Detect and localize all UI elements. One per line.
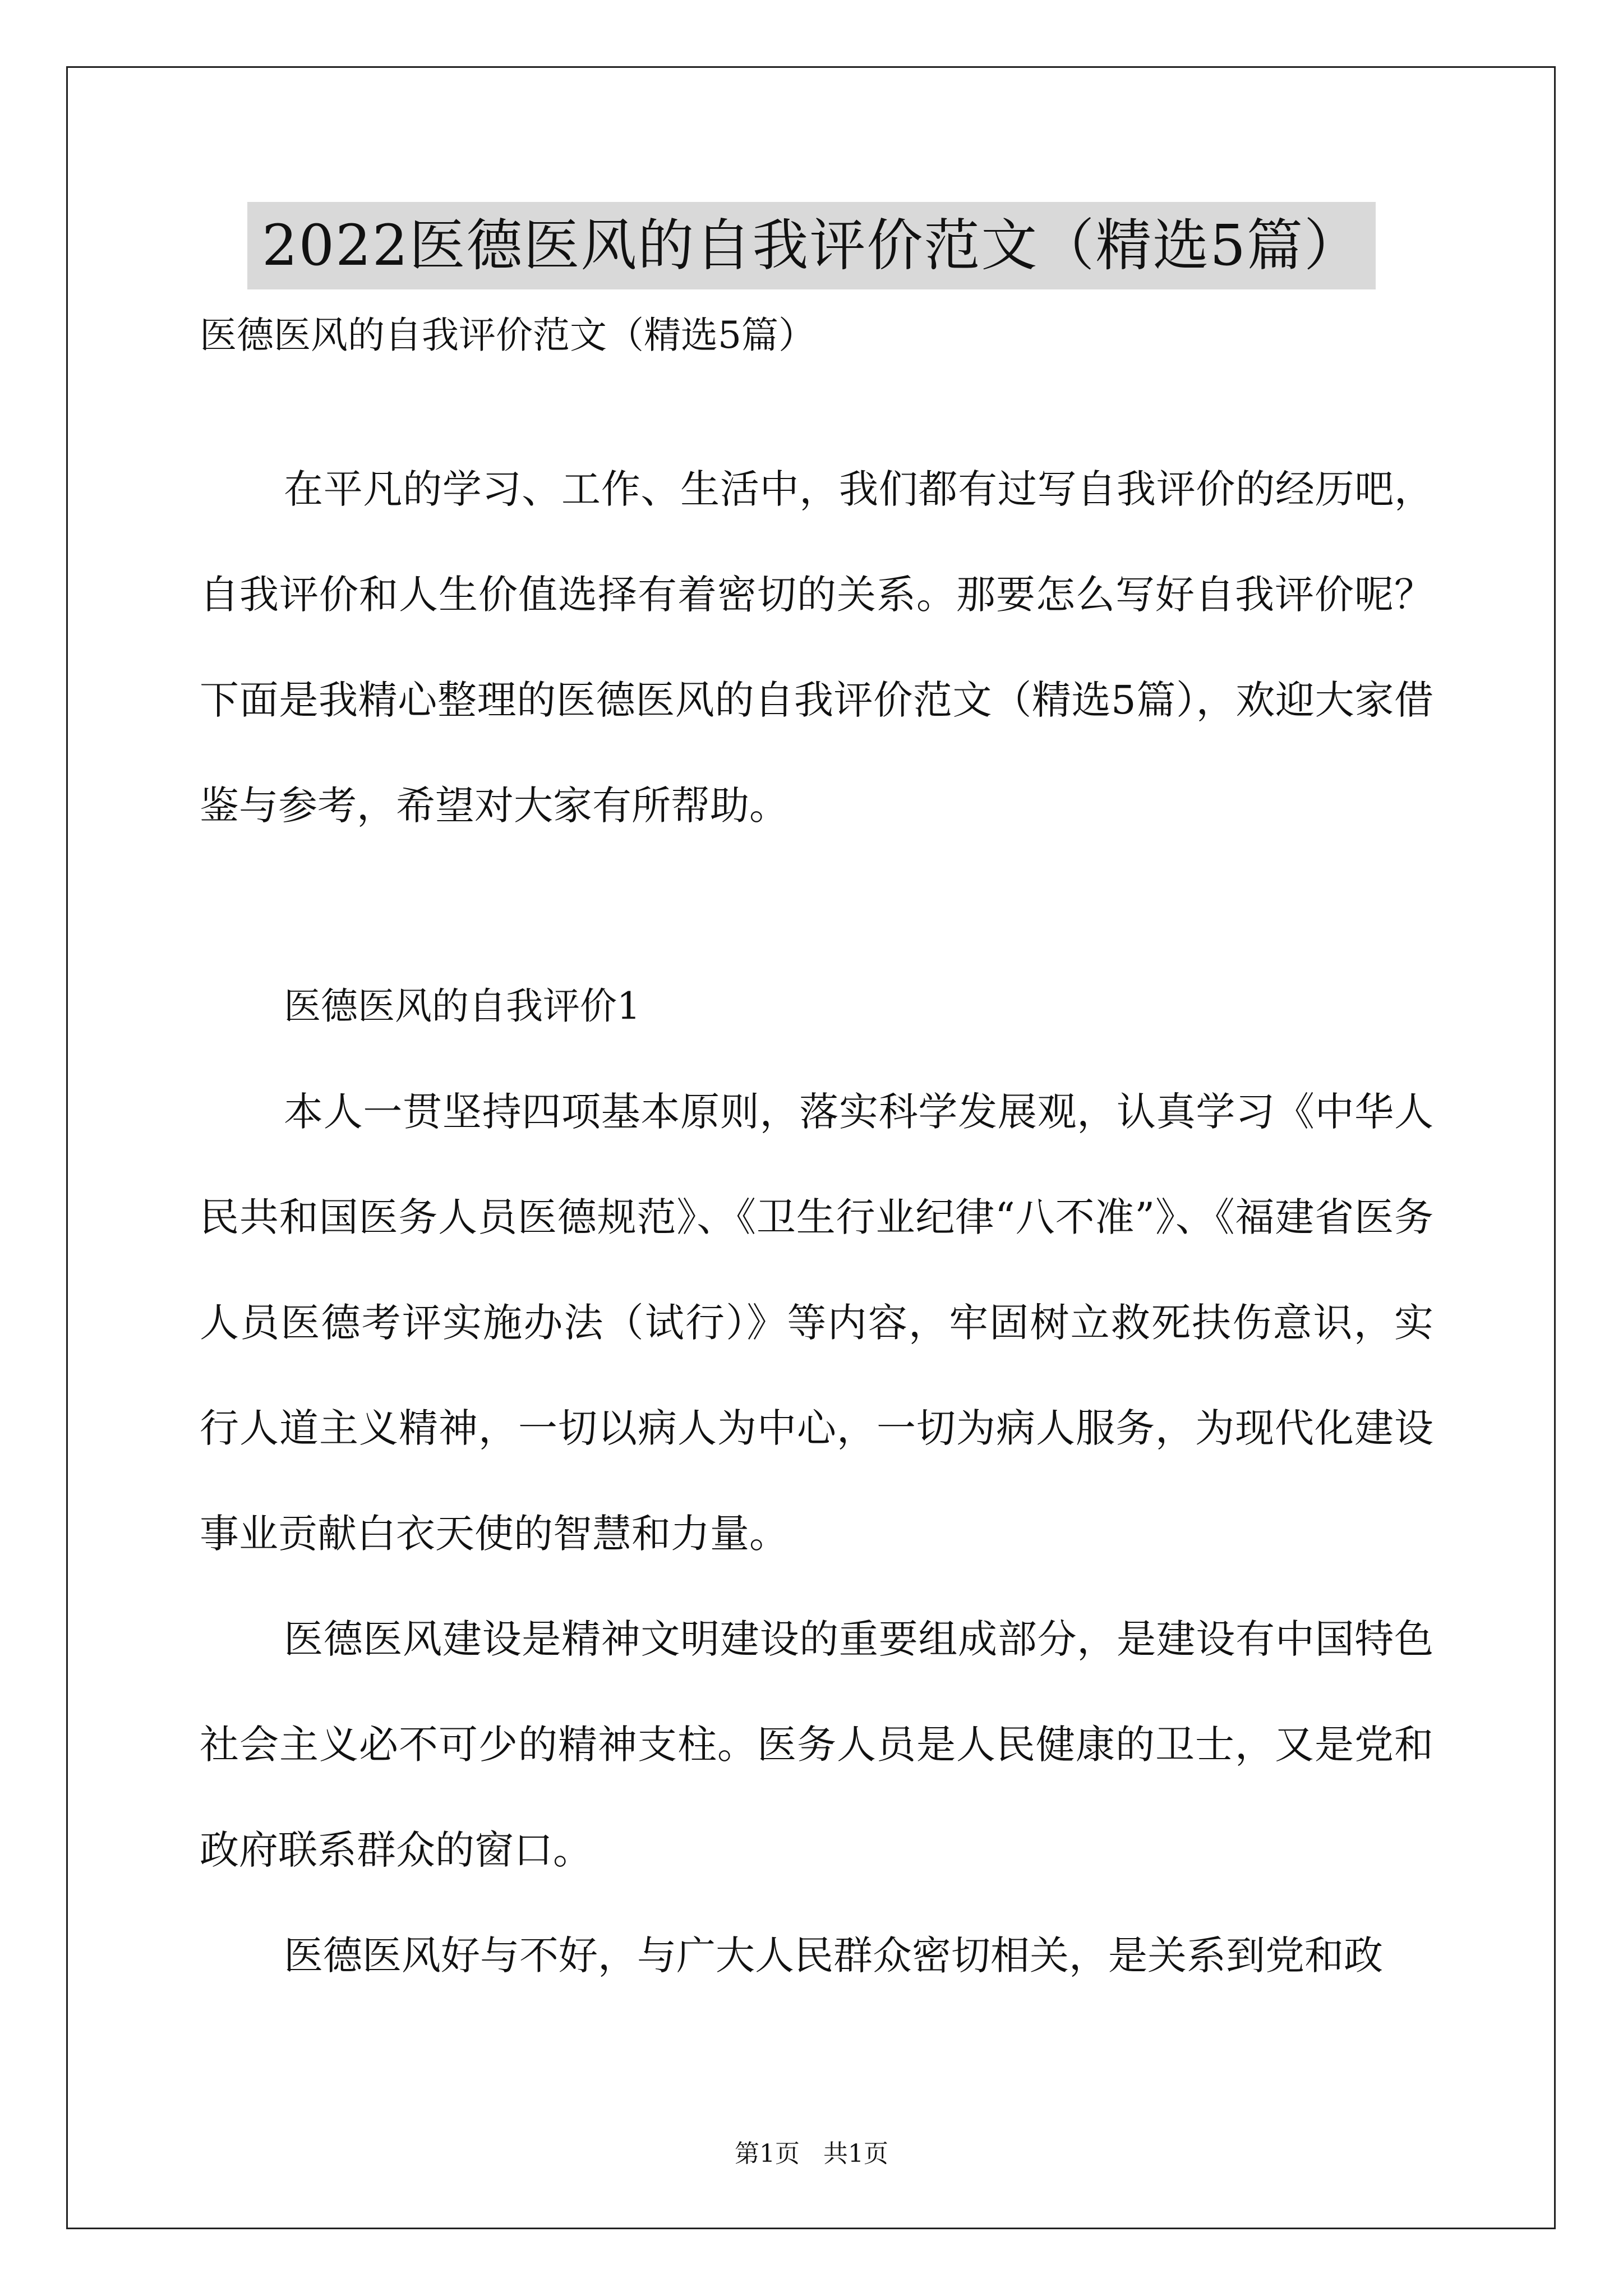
document-subtitle: 医德医风的自我评价范文（精选5篇）: [200, 314, 815, 357]
page-footer: 第1页 共1页: [735, 2139, 888, 2168]
body-paragraph: 医德医风建设是精神文明建设的重要组成部分，是建设有中国特色社会主义必不可少的精神支柱。医务人员是人民健康的卫士，又是党和政府联系群众的窗口。: [200, 1616, 1433, 1873]
section-heading: 医德医风的自我评价1: [284, 984, 640, 1028]
body-paragraph: 本人一贯坚持四项基本原则，落实科学发展观，认真学习《中华人民共和国医务人员医德规范》、《卫生行业纪律“八不准”》、《福建省医务人员医德考评实施办法（试行）》等内容，牢固树立救死扶伤意识，实行人道主义精神，一切以病人为中心，一切为病人服务，为现代化建设事业贡献白衣天使的智慧和力量。: [200, 1089, 1433, 1557]
document-title: 2022医德医风的自我评价范文（精选5篇）: [247, 202, 1376, 289]
section-gap: [200, 858, 1433, 954]
document-body: [200, 436, 1433, 2008]
body-paragraph: 医德医风好与不好，与广大人民群众密切相关，是关系到党和政: [284, 1932, 1383, 1978]
intro-paragraph: 在平凡的学习、工作、生活中，我们都有过写自我评价的经历吧，自我评价和人生价值选择有着密切的关系。那要怎么写好自我评价呢？下面是我精心整理的医德医风的自我评价范文（精选5篇），欢迎大家借鉴与参考，希望对大家有所帮助。: [200, 466, 1433, 829]
title-container: [0, 202, 1623, 289]
